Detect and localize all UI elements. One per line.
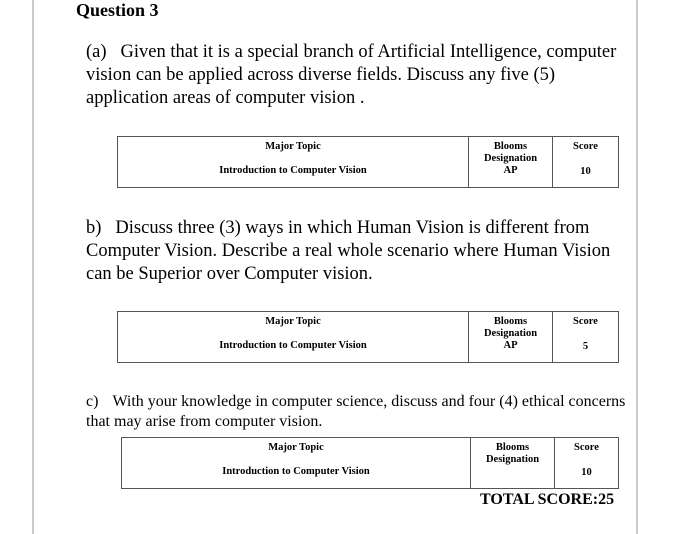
page-right-border: [636, 0, 638, 534]
part-c-marker: c): [86, 393, 99, 410]
blooms-label: Blooms: [493, 141, 528, 152]
part-a-text: [86, 41, 626, 110]
blooms-cell: [469, 137, 553, 188]
major-topic-label: Major Topic: [265, 141, 321, 152]
part-b-text: [86, 217, 626, 286]
blooms-value: AP: [503, 340, 518, 351]
total-score: TOTAL SCORE:25: [480, 491, 615, 508]
score-cell: [553, 137, 619, 188]
blooms-cell: [471, 438, 555, 489]
major-topic-cell: [122, 438, 471, 489]
blooms-cell: [469, 312, 553, 363]
part-b-question: Discuss three (3) ways in which Human Vision is different from Computer Vision. Describe a real whole scenario where Human Vision can be Superior over Computer vision.: [86, 218, 611, 284]
score-label: Score: [574, 442, 599, 453]
score-label: Score: [573, 141, 598, 152]
major-topic-cell: [118, 137, 469, 188]
part-b-topic-table: [117, 311, 619, 363]
designation-label: Designation: [485, 454, 540, 465]
part-a-question: Given that it is a special branch of Artificial Intelligence, computer vision can be applied across diverse fields. Discuss any five (5) application areas of computer vision .: [86, 42, 617, 108]
score-value: 10: [581, 467, 592, 478]
question-title: Question 3: [76, 0, 159, 20]
score-cell: [553, 312, 619, 363]
topic-value: Introduction to Computer Vision: [222, 466, 370, 477]
part-c-text: [86, 392, 626, 432]
topic-value: Introduction to Computer Vision: [219, 165, 367, 176]
part-c-question: With your knowledge in computer science, discuss and four (4) ethical concerns that may arise from computer vision.: [86, 393, 626, 430]
blooms-value: AP: [503, 165, 518, 176]
part-a-topic-table: [117, 136, 619, 188]
topic-value: Introduction to Computer Vision: [219, 340, 367, 351]
part-c-topic-table: [121, 437, 619, 489]
designation-label: Designation: [483, 153, 538, 164]
blooms-label: Blooms: [493, 316, 528, 327]
designation-label: Designation: [483, 328, 538, 339]
score-value: 5: [582, 341, 589, 352]
score-label: Score: [573, 316, 598, 327]
page-left-border: [32, 0, 34, 534]
major-topic-label: Major Topic: [265, 316, 321, 327]
major-topic-label: Major Topic: [268, 442, 324, 453]
score-cell: [555, 438, 619, 489]
major-topic-cell: [118, 312, 469, 363]
score-value: 10: [580, 166, 591, 177]
blooms-label: Blooms: [495, 442, 530, 453]
part-b-marker: b): [86, 218, 102, 238]
part-a-marker: (a): [86, 42, 107, 62]
